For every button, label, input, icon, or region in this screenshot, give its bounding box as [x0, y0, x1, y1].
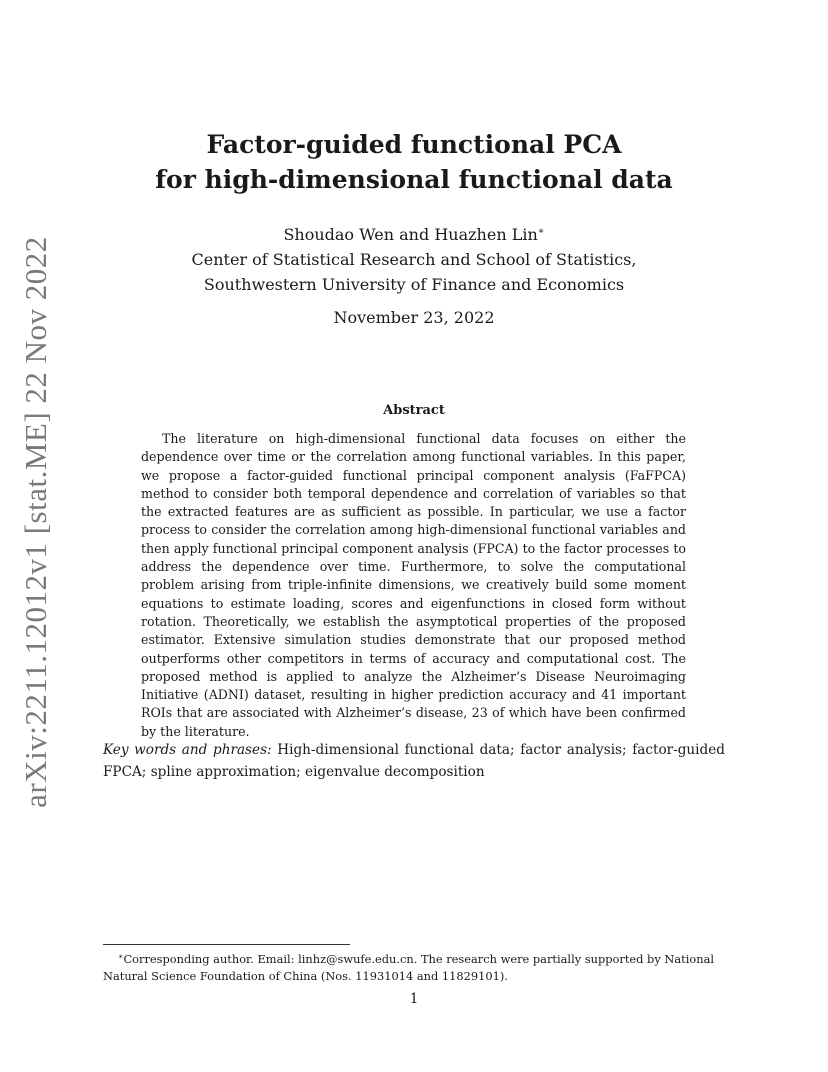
author-names: Shoudao Wen and Huazhen Lin [283, 225, 538, 244]
keywords-paragraph [103, 739, 725, 783]
keywords-text: High-dimensional functional data; factor analysis; factor-guided FPCA; spline approximation; eigenvalue decomposition [103, 742, 725, 780]
page-number: 1 [409, 991, 419, 1007]
title-line-1: Factor-guided functional PCA [206, 130, 622, 159]
footnote [103, 948, 725, 985]
abstract-text: The literature on high-dimensional functional data focuses on either the dependence over time or the correlation among functional variables. In this paper, we propose a factor-guided functional principal component analysis (FaFPCA) method to consider both temporal dependence and correlation of variables so that the extracted features are as sufficient as possible. In particular, we use a factor process to consider the correlation among high-dimensional functional variables and then apply functional principal component analysis (FPCA) to the factor processes to address the dependence over time. Furthermore, to solve the computational problem arising from triple-infinite dimensions, we creatively build some moment equations to estimate loading, scores and eigenfunctions in closed form without rotation. Theoretically, we establish the asymptotical properties of the proposed estimator. Extensive simulation studies demonstrate that our proposed method outperforms other competitors in terms of accuracy and computational cost. The proposed method is applied to analyze the Alzheimer’s Disease Neuroimaging Initiative (ADNI) dataset, resulting in higher prediction accuracy and 41 important ROIs that are associated with Alzheimer’s disease, 23 of which have been confirmed by the literature. [141, 431, 686, 739]
affiliation-line-2: Southwestern University of Finance and Economics [203, 275, 625, 294]
footnote-text: Corresponding author. Email: linhz@swufe.edu.cn. The research were partially supported by National Natural Science Foundation of China (Nos. 11931014 and 11829101). [103, 952, 715, 983]
publication-date: November 23, 2022 [333, 308, 495, 327]
author-names-line [0, 219, 828, 247]
keywords-label: Key words and phrases: [103, 742, 272, 758]
affiliation-line-1: Center of Statistical Research and School of Statistics, [191, 250, 637, 269]
arxiv-identifier: arXiv:2211.12012v1 [stat.ME] 22 Nov 2022 [18, 236, 53, 808]
title-line-2: for high-dimensional functional data [155, 165, 673, 194]
paper-title [0, 127, 828, 197]
corresponding-author-marker: ∗ [537, 226, 545, 237]
footnote-marker: ∗ [118, 952, 124, 961]
author-block [0, 219, 828, 297]
footnote-divider [103, 944, 350, 945]
abstract-heading: Abstract [383, 403, 445, 418]
